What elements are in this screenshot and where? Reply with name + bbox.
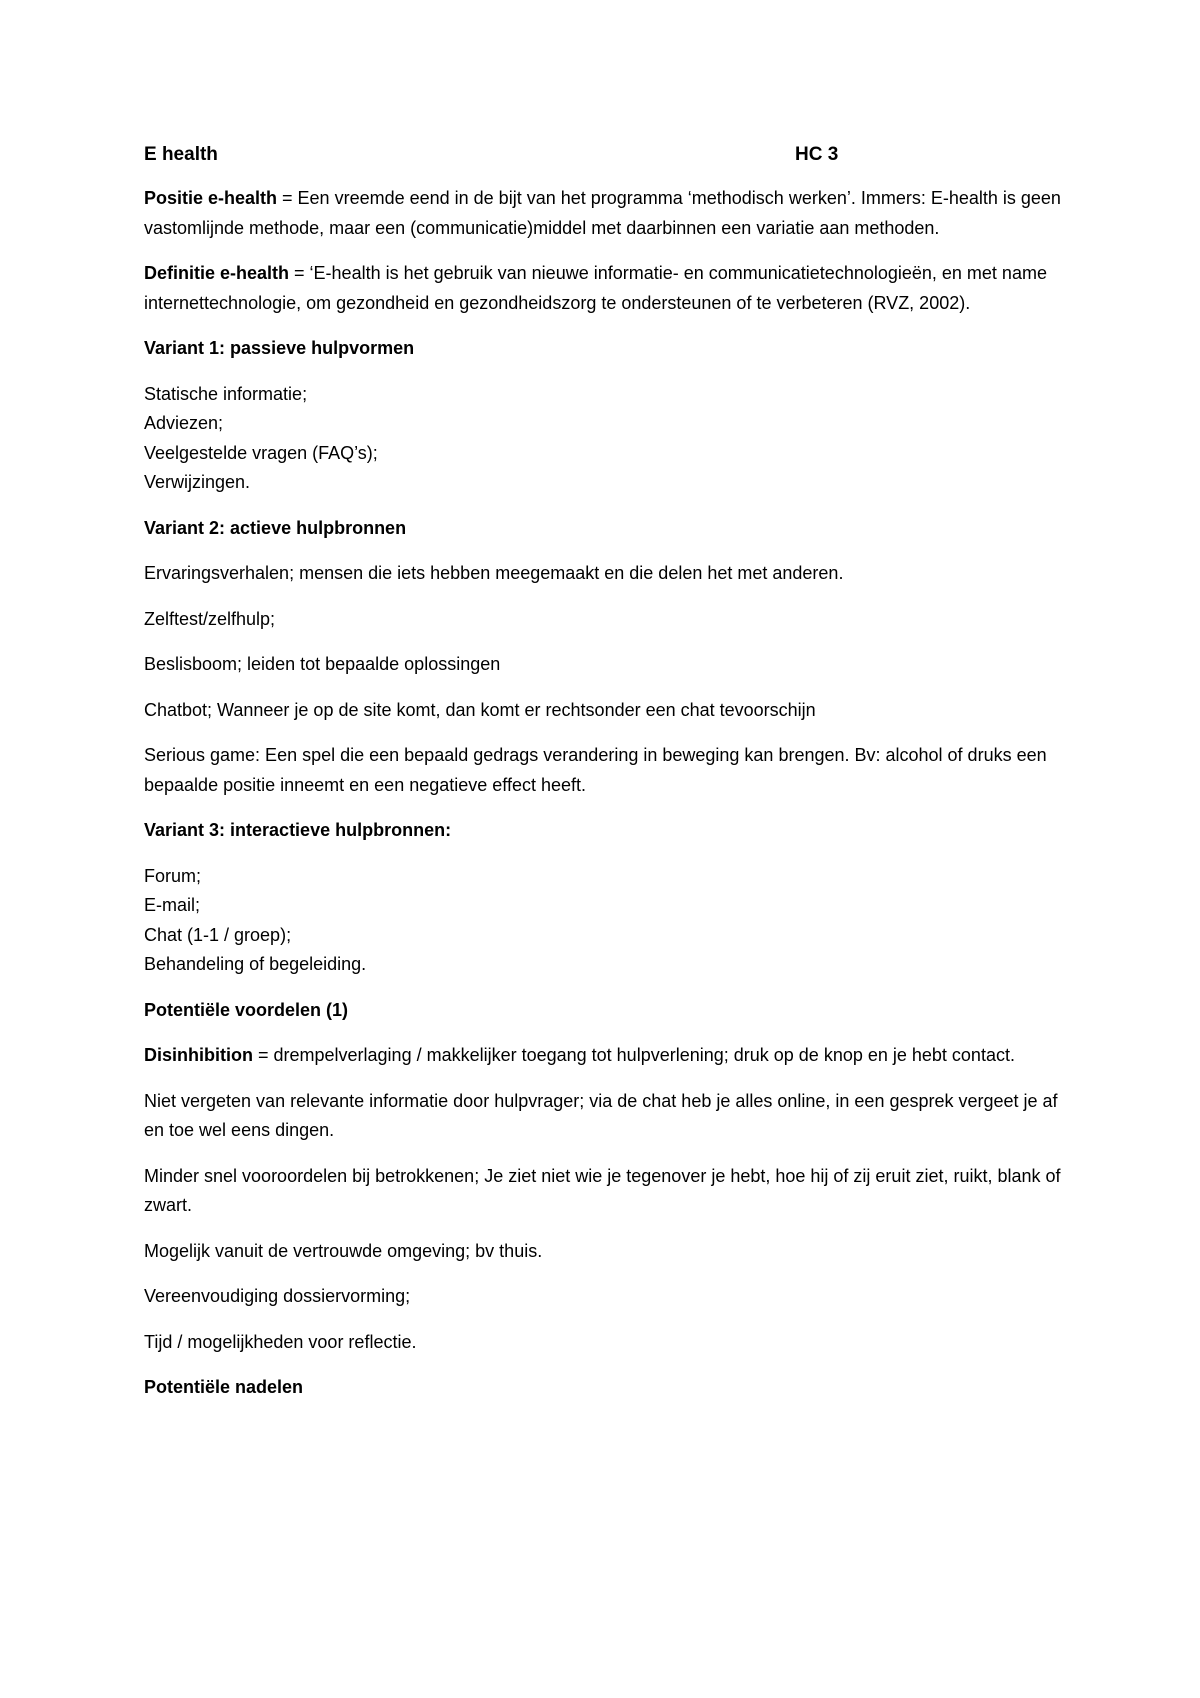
definitie-text: = ‘E-health is het gebruik van nieuwe informatie- en communicatietechnologieën, en met name internettechnologie, om gezondheid en gezondheidszorg te ondersteunen of te verbeteren (RVZ, 2002).: [144, 263, 1047, 313]
variant2-paragraph: Serious game: Een spel die een bepaald gedrags verandering in beweging kan brengen. Bv: alcohol of druks een bepaalde positie inneemt en een negatieve effect heeft.: [144, 745, 1047, 795]
list-item: Chat (1-1 / groep);: [144, 924, 292, 945]
document-body: [144, 140, 1064, 1419]
disinhibition-text: = drempelverlaging / makkelijker toegang tot hulpverlening; druk op de knop en je hebt contact.: [252, 1045, 1015, 1065]
variant1-heading: Variant 1: passieve hulpvormen: [144, 338, 415, 358]
voordelen-paragraph: Niet vergeten van relevante informatie door hulpvrager; via de chat heb je alles online, in een gesprek vergeet je af en toe wel eens dingen.: [144, 1090, 1058, 1140]
voordelen-paragraph: Tijd / mogelijkheden voor reflectie.: [144, 1331, 417, 1352]
list-item: Statische informatie;: [144, 383, 308, 404]
variant3-heading: Variant 3: interactieve hulpbronnen:: [144, 820, 452, 840]
list-item: Behandeling of begeleiding.: [144, 954, 367, 974]
list-item: Forum;: [144, 865, 202, 886]
positie-term: Positie e-health: [144, 188, 278, 208]
list-item: Veelgestelde vragen (FAQ’s);: [144, 442, 378, 463]
voordelen-paragraph: Minder snel vooroordelen bij betrokkenen; Je ziet niet wie je tegenover je hebt, hoe hij of zij eruit ziet, ruikt, blank of zwart.: [144, 1165, 1061, 1215]
course-code: HC 3: [795, 144, 839, 165]
positie-paragraph: [144, 184, 1064, 243]
positie-text: = Een vreemde eend in de bijt van het programma ‘methodisch werken’. Immers: E-health is geen vastomlijnde methode, maar een (communicatie)middel met daarbinnen een variatie aan methoden.: [144, 188, 1061, 238]
variant2-paragraph: Chatbot; Wanneer je op de site komt, dan komt er rechtsonder een chat tevoorschijn: [144, 699, 816, 720]
nadelen-heading: Potentiële nadelen: [144, 1377, 304, 1397]
list-item: Verwijzingen.: [144, 472, 251, 492]
list-item: Adviezen;: [144, 413, 224, 433]
list-item: E-mail;: [144, 895, 201, 915]
disinhibition-paragraph: [144, 1041, 1064, 1071]
variant1-list: [144, 380, 1064, 498]
variant2-paragraph: Zelftest/zelfhulp;: [144, 608, 276, 629]
variant3-list: [144, 862, 1064, 980]
voordelen-heading: Potentiële voordelen (1): [144, 999, 349, 1020]
voordelen-paragraph: Mogelijk vanuit de vertrouwde omgeving; bv thuis.: [144, 1240, 543, 1261]
document-title: E health: [144, 144, 218, 165]
variant2-paragraph: Ervaringsverhalen; mensen die iets hebben meegemaakt en die delen het met anderen.: [144, 563, 844, 583]
definitie-term: Definitie e-health: [144, 263, 290, 283]
variant2-paragraph: Beslisboom; leiden tot bepaalde oplossingen: [144, 654, 501, 674]
document-header: [144, 140, 1064, 170]
definitie-paragraph: [144, 259, 1064, 318]
variant2-heading: Variant 2: actieve hulpbronnen: [144, 517, 407, 538]
voordelen-paragraph: Vereenvoudiging dossiervorming;: [144, 1286, 411, 1306]
disinhibition-term: Disinhibition: [144, 1045, 253, 1065]
